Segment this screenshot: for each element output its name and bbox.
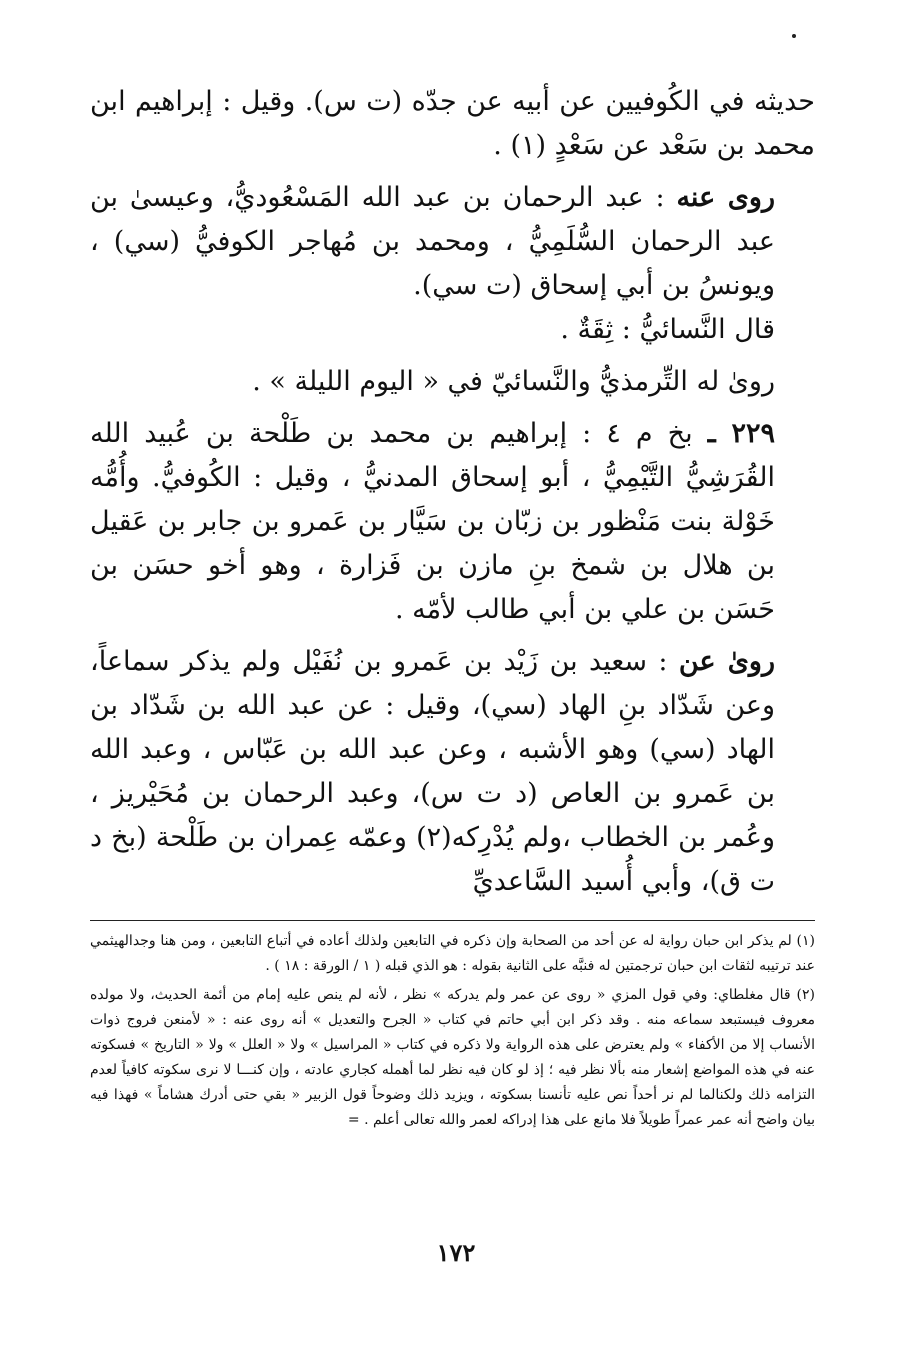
paragraph-narrators-from xyxy=(90,176,815,308)
paragraph-narrated-from xyxy=(90,640,815,904)
section-lead: روىٰ عن xyxy=(678,646,775,677)
main-text xyxy=(90,80,815,904)
entry-number: ٢٢٩ ـ xyxy=(707,418,775,449)
paragraph-text: : سعيد بن زَيْد بن عَمرو بن نُفَيْل ولم يذكر سماعاً، وعن شَدّاد بنِ الهاد (سي)، وقيل : عن عبد الله بن شَدّاد بن الهاد (سي) وهو الأشبه ، وعن عبد الله بن عَبّاس ، وعبد الله بن عَمرو بن العاص (د ت س)، وعبد الرحمان بن مُحَيْريز ، وعُمر بن الخطاب ،ولم يُدْرِكه(٢) وعمّه عِمران بن طَلْحة (بخ د ت ق)، وأبي أُسيد السَّاعديِّ xyxy=(90,646,775,897)
entry-text: بخ م ٤ : إبراهيم بن محمد بن طَلْحة بن عُبيد الله القُرَشِيُّ التَّيْمِيُّ ، أبو إسحاق المدنيُّ ، وقيل : الكُوفيُّ. وأُمُّه خَوْلة بنت مَنْظور بن زبّان بن سَيَّار بن عَمرو بن جابر بن عَقيل بن هلال بن شمخ بنِ مازن بن فَزارة ، وهو أخو حسَن بن حَسَن بن علي بن أبي طالب لأمّه . xyxy=(90,418,775,625)
paragraph-text: : عبد الرحمان بن عبد الله المَسْعُوديُّ، وعيسىٰ بن عبد الرحمان السُّلَمِيُّ ، ومحمد بن مُهاجر الكوفيُّ (سي) ، ويونسُ بن أبي إسحاق (ت سي). xyxy=(90,182,775,301)
page-body xyxy=(90,80,815,1133)
footnote-2: (٢) قال مغلطاي: وفي قول المزي « روى عن عمر ولم يدركه » نظر ، لأنه لم ينص عليه إمام من أئمة الحديث، ولا مولده معروف فيستبعد سماعه منه . وقد ذكر ابن أبي حاتم في كتاب « الجرح والتعديل » أنه روى عنه : « لأمنعن فروج ذوات الأنساب إلا من الأكفاء » ولم يعترض على هذه الرواية ولا ذكره في كتاب « المراسيل » ولا « العلل » ولا « التاريخ » فسكوته عنه في هذه المواضع إشعار منه بألا نظر فيه ؛ إذ لو كان فيه نظر لما أهمله كجاري عادته ، وإن كنـــا لا نرى سكوته كافياً لعدم التزامه ذلك ولكنالما لم نر أحداً نص عليه تأنسنا بسكوته ، ويزيد ذلك وضوحاً قول الزبير « بقي حتى أدرك هشاماً » فهذا فيه بيان واضح أنه عمر عمراً طويلاً فلا مانع على هذا إدراكه لعمر والله تعالى أعلم . = xyxy=(90,987,815,1128)
footnote-divider xyxy=(90,920,815,921)
page-number: ١٧٢ xyxy=(436,1238,476,1267)
paragraph-nasai-opinion: قال النَّسائيُّ : ثِقَةٌ . xyxy=(560,314,775,345)
footnotes xyxy=(90,929,815,1133)
footnote-1: (١) لم يذكر ابن حبان رواية له عن أحد من الصحابة وإن ذكره في التابعين ولذلك أعاده في أتباع التابعين ، ومن هنا وجدالهيثمي عند ترتيبه لثقات ابن حبان ترجمتين له فنبَّه على الثانية بقوله : هو الذي قبله ( ١ / الورقة : ١٨ ) . xyxy=(90,933,815,974)
entry-229 xyxy=(90,412,815,632)
paragraph-narrated-by: روىٰ له التِّرمذيُّ والنَّسائيّ في « اليوم الليلة » . xyxy=(252,366,775,397)
margin-mark xyxy=(792,34,796,38)
paragraph-1: حديثه في الكُوفيين عن أبيه عن جدّه (ت س). وقيل : إبراهيم ابن محمد بن سَعْد عن سَعْدٍ (١) . xyxy=(90,86,815,161)
section-lead: روى عنه xyxy=(676,182,775,213)
